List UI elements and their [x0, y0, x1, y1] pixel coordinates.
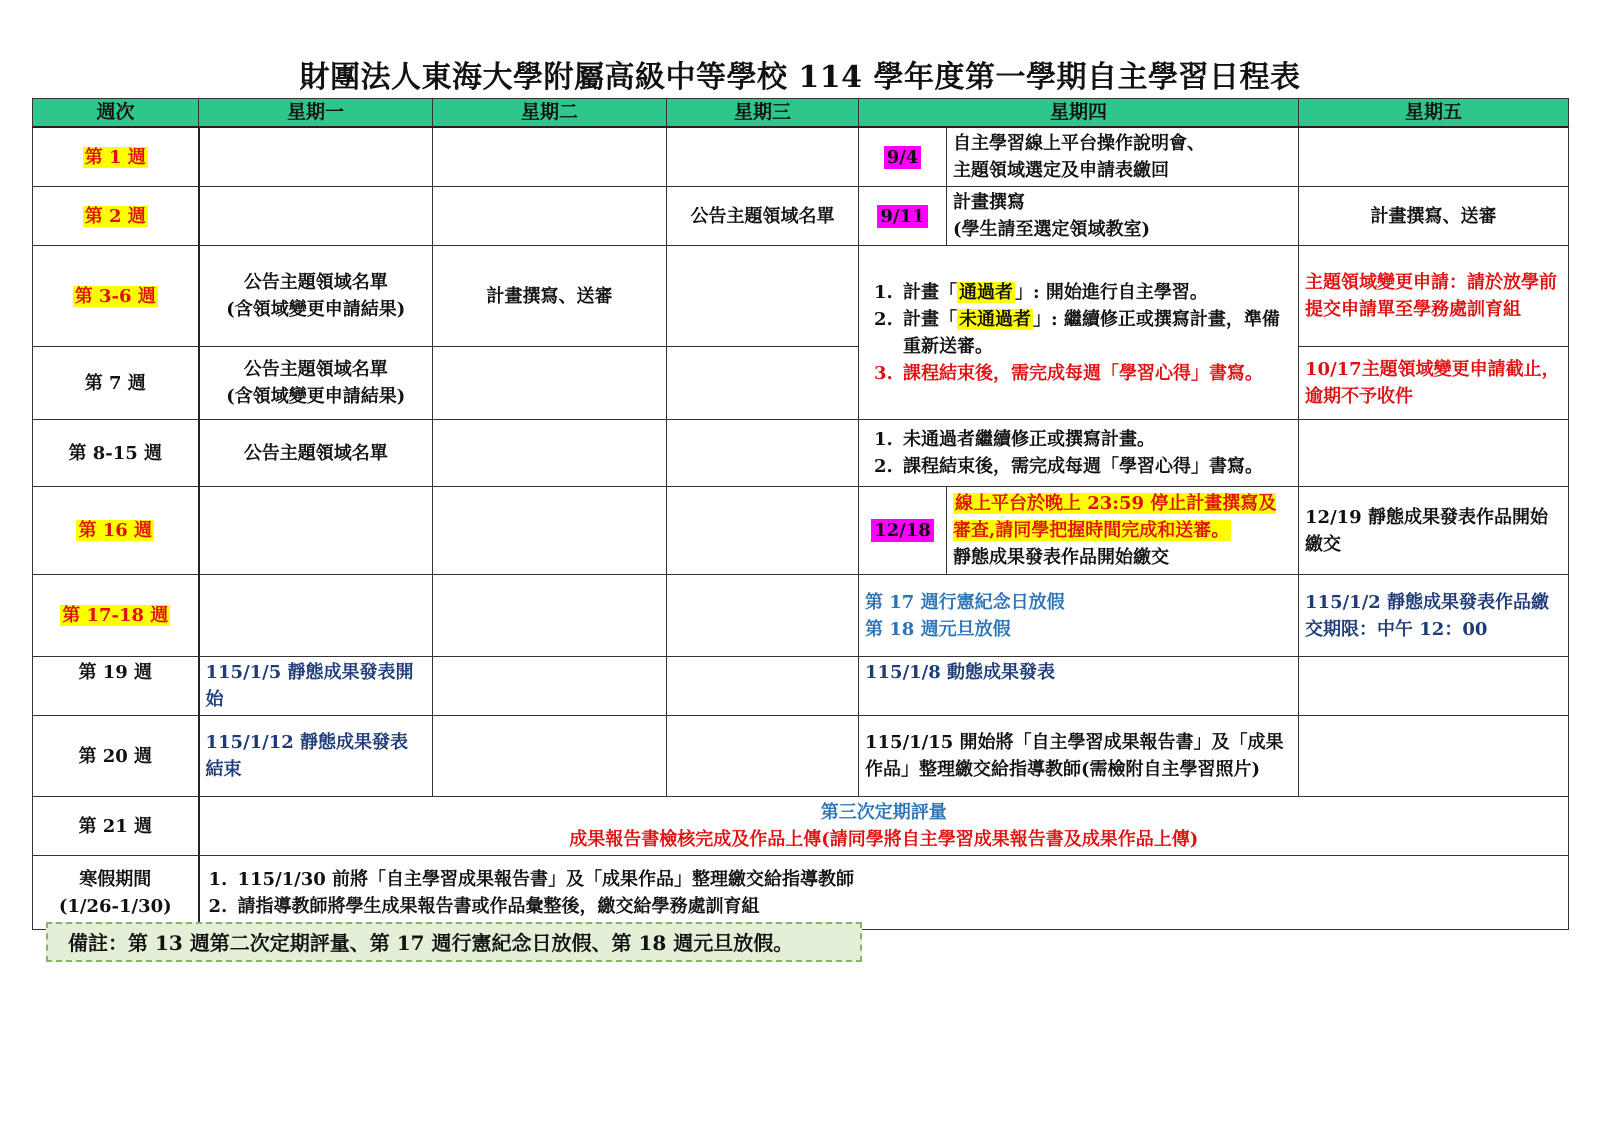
thursday-cell: 第 17 週行憲紀念日放假 第 18 週元旦放假 [859, 575, 1299, 657]
tuesday-cell: 計畫撰寫、送審 [433, 246, 667, 347]
table-row [33, 187, 1569, 246]
thursday-cell: 115/1/8 動態成果發表 [859, 657, 1299, 716]
wednesday-cell: 公告主題領域名單 [667, 187, 859, 246]
friday-cell: 主題領域變更申請：請於放學前提交申請單至學務處訓育組 [1299, 246, 1569, 347]
header-week: 週次 [33, 99, 199, 128]
header-monday: 星期一 [199, 99, 433, 128]
header-friday: 星期五 [1299, 99, 1569, 128]
week21-cell: 第三次定期評量 成果報告書檢核完成及作品上傳(請同學將自主學習成果報告書及成果作品上傳) [199, 797, 1569, 856]
week-label: 第 1 週 [33, 127, 199, 187]
date-badge: 9/4 [859, 127, 947, 187]
table-row [33, 657, 1569, 716]
friday-cell: 10/17主題領域變更申請截止，逾期不予收件 [1299, 347, 1569, 420]
table-row [33, 347, 1569, 420]
date-badge: 12/18 [859, 487, 947, 575]
week-label: 第 19 週 [33, 657, 199, 716]
week-label: 第 2 週 [33, 187, 199, 246]
monday-cell: 115/1/12 靜態成果發表結束 [199, 716, 433, 797]
table-row [33, 856, 1569, 930]
remark-note: 備註：第 13 週第二次定期評量、第 17 週行憲紀念日放假、第 18 週元旦放假。 [46, 922, 862, 962]
monday-cell: 公告主題領域名單 (含領域變更申請結果) [199, 347, 433, 420]
thursday-cell: 線上平台於晚上 23:59 停止計畫撰寫及審查,請同學把握時間完成和送審。 靜態成果發表作品開始繳交 [947, 487, 1299, 575]
friday-cell: 115/1/2 靜態成果發表作品繳交期限：中午 12：00 [1299, 575, 1569, 657]
thursday-cell: 計畫撰寫 (學生請至選定領域教室) [947, 187, 1299, 246]
table-row [33, 246, 1569, 347]
friday-cell: 計畫撰寫、送審 [1299, 187, 1569, 246]
table-row [33, 420, 1569, 487]
week-label: 寒假期間 (1/26-1/30) [33, 856, 199, 930]
monday-cell: 115/1/5 靜態成果發表開始 [199, 657, 433, 716]
table-row [33, 487, 1569, 575]
thursday-cell: 1. 未通過者繼續修正或撰寫計畫。 2. 課程結束後，需完成每週「學習心得」書寫。 [859, 420, 1299, 487]
table-header-row [33, 99, 1569, 128]
header-wednesday: 星期三 [667, 99, 859, 128]
header-tuesday: 星期二 [433, 99, 667, 128]
thursday-cell: 自主學習線上平台操作說明會、 主題領域選定及申請表繳回 [947, 127, 1299, 187]
monday-cell: 公告主題領域名單 (含領域變更申請結果) [199, 246, 433, 347]
page-title: 財團法人東海大學附屬高級中等學校 114 學年度第一學期自主學習日程表 [299, 60, 1301, 95]
thursday-cell: 1. 計畫「 通過者 」: 開始進行自主學習。 2. 計畫「 未通過者 」: 繼續修正或撰寫計畫，準備重新送審。 3. 課程結束後，需完成每週「學習心得」書寫。 [859, 246, 1299, 420]
week-label: 第 7 週 [33, 347, 199, 420]
monday-cell: 公告主題領域名單 [199, 420, 433, 487]
table-row [33, 797, 1569, 856]
week-label: 第 21 週 [33, 797, 199, 856]
friday-cell: 12/19 靜態成果發表作品開始繳交 [1299, 487, 1569, 575]
table-row [33, 127, 1569, 187]
thursday-cell: 115/1/15 開始將「自主學習成果報告書」及「成果作品」整理繳交給指導教師(需檢附自主學習照片) [859, 716, 1299, 797]
week-label: 第 3-6 週 [33, 246, 199, 347]
table-row [33, 575, 1569, 657]
winter-cell: 1. 115/1/30 前將「自主學習成果報告書」及「成果作品」整理繳交給指導教師 2. 請指導教師將學生成果報告書或作品彙整後，繳交給學務處訓育組 [199, 856, 1569, 930]
header-thursday: 星期四 [859, 99, 1299, 128]
date-badge: 9/11 [859, 187, 947, 246]
schedule-table [32, 98, 1569, 930]
week-label: 第 17-18 週 [33, 575, 199, 657]
week-label: 第 8-15 週 [33, 420, 199, 487]
week-label: 第 16 週 [33, 487, 199, 575]
table-row [33, 716, 1569, 797]
week-label: 第 20 週 [33, 716, 199, 797]
